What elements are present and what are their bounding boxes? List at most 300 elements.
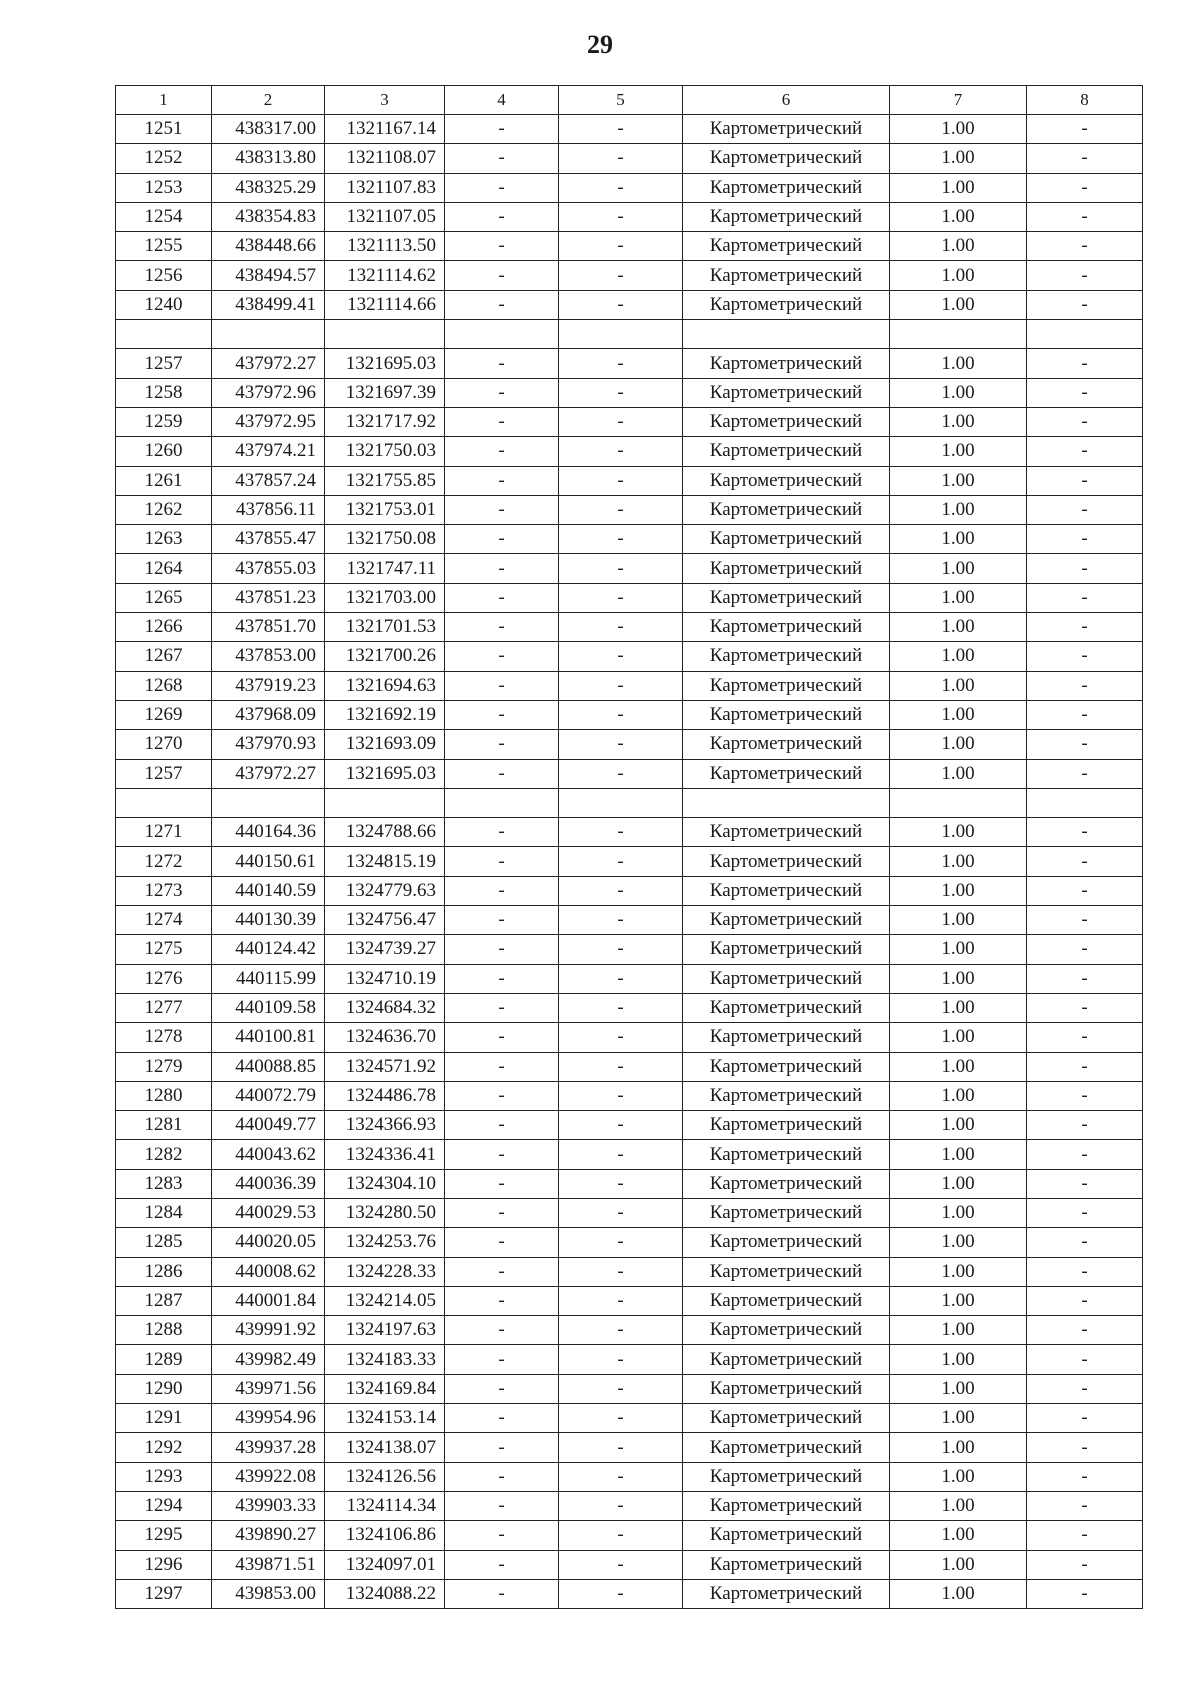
accuracy-cell: 1.00 (890, 1111, 1027, 1140)
method-cell: Картометрический (683, 1169, 890, 1198)
column-4-cell: - (445, 1433, 559, 1462)
column-4-cell: - (445, 1462, 559, 1491)
column-5-cell: - (559, 700, 683, 729)
table-row (116, 847, 1143, 876)
column-5-cell: - (559, 1404, 683, 1433)
y-coordinate-cell: 1324088.22 (325, 1579, 445, 1608)
column-4-cell: - (445, 993, 559, 1022)
point-number-cell: 1260 (116, 437, 212, 466)
column-5-cell: - (559, 1198, 683, 1227)
table-row (116, 261, 1143, 290)
method-cell: Картометрический (683, 202, 890, 231)
accuracy-cell: 1.00 (890, 847, 1027, 876)
x-coordinate-cell: 437853.00 (212, 642, 325, 671)
x-coordinate-cell: 438499.41 (212, 290, 325, 319)
point-number-cell: 1263 (116, 525, 212, 554)
column-5-cell: - (559, 437, 683, 466)
point-number-cell: 1274 (116, 906, 212, 935)
column-8-cell: - (1027, 1550, 1143, 1579)
table-row (116, 1023, 1143, 1052)
column-5-cell: - (559, 642, 683, 671)
column-5-cell: - (559, 1052, 683, 1081)
point-number-cell: 1287 (116, 1286, 212, 1315)
method-cell: Картометрический (683, 232, 890, 261)
column-8-cell: - (1027, 554, 1143, 583)
column-8-cell: - (1027, 1433, 1143, 1462)
column-4-cell: - (445, 1404, 559, 1433)
column-4-cell: - (445, 202, 559, 231)
column-5-cell: - (559, 232, 683, 261)
column-4-cell: - (445, 1228, 559, 1257)
accuracy-cell: 1.00 (890, 202, 1027, 231)
x-coordinate-cell: 438325.29 (212, 173, 325, 202)
column-8-cell: - (1027, 407, 1143, 436)
y-coordinate-cell: 1321107.83 (325, 173, 445, 202)
x-coordinate-cell (212, 320, 325, 349)
accuracy-cell: 1.00 (890, 1345, 1027, 1374)
column-5-cell: - (559, 613, 683, 642)
x-coordinate-cell: 440029.53 (212, 1198, 325, 1227)
method-cell: Картометрический (683, 1316, 890, 1345)
column-8-cell: - (1027, 642, 1143, 671)
x-coordinate-cell: 437972.95 (212, 407, 325, 436)
point-number-cell: 1264 (116, 554, 212, 583)
column-8-cell: - (1027, 583, 1143, 612)
table-row (116, 964, 1143, 993)
method-cell: Картометрический (683, 349, 890, 378)
point-number-cell: 1254 (116, 202, 212, 231)
point-number-cell: 1266 (116, 613, 212, 642)
table-row (116, 671, 1143, 700)
table-row (116, 466, 1143, 495)
y-coordinate-cell: 1324280.50 (325, 1198, 445, 1227)
accuracy-cell: 1.00 (890, 1579, 1027, 1608)
y-coordinate-cell: 1321701.53 (325, 613, 445, 642)
accuracy-cell: 1.00 (890, 759, 1027, 788)
column-5-cell: - (559, 144, 683, 173)
column-5-cell: - (559, 1111, 683, 1140)
column-4-cell: - (445, 1286, 559, 1315)
y-coordinate-cell: 1324126.56 (325, 1462, 445, 1491)
method-cell: Картометрический (683, 935, 890, 964)
table-row (116, 1404, 1143, 1433)
accuracy-cell: 1.00 (890, 583, 1027, 612)
accuracy-cell: 1.00 (890, 466, 1027, 495)
y-coordinate-cell: 1321107.05 (325, 202, 445, 231)
accuracy-cell: 1.00 (890, 700, 1027, 729)
method-cell: Картометрический (683, 1374, 890, 1403)
column-5-cell: - (559, 964, 683, 993)
method-cell: Картометрический (683, 964, 890, 993)
table-row (116, 407, 1143, 436)
point-number-cell: 1268 (116, 671, 212, 700)
column-4-cell: - (445, 906, 559, 935)
table-row (116, 1462, 1143, 1491)
table-row (116, 1228, 1143, 1257)
table-row (116, 1491, 1143, 1520)
column-8-cell: - (1027, 730, 1143, 759)
column-5-cell: - (559, 1550, 683, 1579)
column-4-cell: - (445, 437, 559, 466)
column-8-cell: - (1027, 1374, 1143, 1403)
accuracy-cell: 1.00 (890, 1462, 1027, 1491)
x-coordinate-cell: 439871.51 (212, 1550, 325, 1579)
method-cell: Картометрический (683, 1579, 890, 1608)
accuracy-cell: 1.00 (890, 730, 1027, 759)
column-8-cell: - (1027, 613, 1143, 642)
point-number-cell: 1256 (116, 261, 212, 290)
table-row (116, 437, 1143, 466)
method-cell: Картометрический (683, 261, 890, 290)
y-coordinate-cell: 1324304.10 (325, 1169, 445, 1198)
accuracy-cell: 1.00 (890, 1316, 1027, 1345)
y-coordinate-cell: 1324097.01 (325, 1550, 445, 1579)
method-cell: Картометрический (683, 1462, 890, 1491)
column-4-cell: - (445, 1052, 559, 1081)
accuracy-cell: 1.00 (890, 290, 1027, 319)
x-coordinate-cell: 437970.93 (212, 730, 325, 759)
table-row (116, 876, 1143, 905)
column-4-cell: - (445, 115, 559, 144)
x-coordinate-cell: 437972.96 (212, 378, 325, 407)
y-coordinate-cell: 1324253.76 (325, 1228, 445, 1257)
method-cell: Картометрический (683, 173, 890, 202)
accuracy-cell: 1.00 (890, 876, 1027, 905)
x-coordinate-cell: 440008.62 (212, 1257, 325, 1286)
column-8-cell: - (1027, 378, 1143, 407)
column-8-cell: - (1027, 847, 1143, 876)
point-number-cell: 1295 (116, 1521, 212, 1550)
table-row (116, 173, 1143, 202)
point-number-cell: 1296 (116, 1550, 212, 1579)
accuracy-cell: 1.00 (890, 1140, 1027, 1169)
method-cell: Картометрический (683, 407, 890, 436)
x-coordinate-cell: 440150.61 (212, 847, 325, 876)
point-number-cell: 1279 (116, 1052, 212, 1081)
column-8-cell: - (1027, 1228, 1143, 1257)
column-5-cell: - (559, 1228, 683, 1257)
table-row (116, 700, 1143, 729)
column-5-cell: - (559, 730, 683, 759)
y-coordinate-cell: 1321750.08 (325, 525, 445, 554)
table-row (116, 525, 1143, 554)
column-8-cell: - (1027, 1462, 1143, 1491)
method-cell: Картометрический (683, 671, 890, 700)
table-row (116, 290, 1143, 319)
accuracy-cell: 1.00 (890, 1023, 1027, 1052)
column-8-cell: - (1027, 437, 1143, 466)
y-coordinate-cell: 1321167.14 (325, 115, 445, 144)
x-coordinate-cell: 439982.49 (212, 1345, 325, 1374)
column-8-cell: - (1027, 466, 1143, 495)
x-coordinate-cell: 437855.03 (212, 554, 325, 583)
method-cell: Картометрический (683, 1111, 890, 1140)
accuracy-cell: 1.00 (890, 378, 1027, 407)
y-coordinate-cell: 1324815.19 (325, 847, 445, 876)
column-4-cell (445, 320, 559, 349)
table-row (116, 1052, 1143, 1081)
column-8-cell: - (1027, 876, 1143, 905)
column-8-cell: - (1027, 1081, 1143, 1110)
column-8-cell: - (1027, 906, 1143, 935)
column-5-cell: - (559, 554, 683, 583)
column-4-cell: - (445, 1316, 559, 1345)
point-number-cell: 1272 (116, 847, 212, 876)
column-8-cell: - (1027, 700, 1143, 729)
accuracy-cell: 1.00 (890, 1404, 1027, 1433)
point-number-cell: 1278 (116, 1023, 212, 1052)
y-coordinate-cell: 1324214.05 (325, 1286, 445, 1315)
y-coordinate-cell: 1324571.92 (325, 1052, 445, 1081)
accuracy-cell: 1.00 (890, 1433, 1027, 1462)
y-coordinate-cell: 1324636.70 (325, 1023, 445, 1052)
column-4-cell: - (445, 349, 559, 378)
column-4-cell: - (445, 1550, 559, 1579)
column-4-cell: - (445, 583, 559, 612)
accuracy-cell: 1.00 (890, 613, 1027, 642)
column-5-cell: - (559, 378, 683, 407)
accuracy-cell: 1.00 (890, 1198, 1027, 1227)
table-row (116, 730, 1143, 759)
x-coordinate-cell: 440001.84 (212, 1286, 325, 1315)
y-coordinate-cell: 1324779.63 (325, 876, 445, 905)
column-5-cell: - (559, 759, 683, 788)
accuracy-cell: 1.00 (890, 495, 1027, 524)
point-number-cell: 1251 (116, 115, 212, 144)
method-cell (683, 320, 890, 349)
header-cell: 3 (325, 86, 445, 115)
y-coordinate-cell: 1324710.19 (325, 964, 445, 993)
method-cell: Картометрический (683, 1550, 890, 1579)
y-coordinate-cell: 1321755.85 (325, 466, 445, 495)
column-8-cell: - (1027, 1316, 1143, 1345)
column-8-cell: - (1027, 1286, 1143, 1315)
column-4-cell: - (445, 1023, 559, 1052)
column-5-cell: - (559, 173, 683, 202)
column-5-cell: - (559, 1433, 683, 1462)
column-4-cell: - (445, 818, 559, 847)
method-cell (683, 788, 890, 817)
column-4-cell: - (445, 1257, 559, 1286)
column-5-cell: - (559, 1345, 683, 1374)
column-4-cell: - (445, 290, 559, 319)
column-8-cell (1027, 788, 1143, 817)
coordinates-table (115, 85, 1143, 1609)
accuracy-cell: 1.00 (890, 1169, 1027, 1198)
x-coordinate-cell: 438448.66 (212, 232, 325, 261)
point-number-cell: 1257 (116, 759, 212, 788)
column-4-cell: - (445, 466, 559, 495)
method-cell: Картометрический (683, 525, 890, 554)
accuracy-cell: 1.00 (890, 261, 1027, 290)
table-row (116, 202, 1143, 231)
y-coordinate-cell: 1324114.34 (325, 1491, 445, 1520)
x-coordinate-cell: 438494.57 (212, 261, 325, 290)
x-coordinate-cell: 439903.33 (212, 1491, 325, 1520)
y-coordinate-cell: 1321114.66 (325, 290, 445, 319)
x-coordinate-cell: 440124.42 (212, 935, 325, 964)
point-number-cell: 1240 (116, 290, 212, 319)
header-cell: 1 (116, 86, 212, 115)
method-cell: Картометрический (683, 876, 890, 905)
column-5-cell: - (559, 876, 683, 905)
method-cell: Картометрический (683, 1345, 890, 1374)
method-cell: Картометрический (683, 1491, 890, 1520)
method-cell: Картометрический (683, 847, 890, 876)
column-4-cell: - (445, 759, 559, 788)
column-4-cell: - (445, 1521, 559, 1550)
column-8-cell: - (1027, 935, 1143, 964)
table-row (116, 495, 1143, 524)
column-4-cell: - (445, 1579, 559, 1608)
method-cell: Картометрический (683, 144, 890, 173)
method-cell: Картометрический (683, 1140, 890, 1169)
table-row (116, 613, 1143, 642)
point-number-cell (116, 788, 212, 817)
y-coordinate-cell: 1321108.07 (325, 144, 445, 173)
y-coordinate-cell: 1321693.09 (325, 730, 445, 759)
column-5-cell (559, 788, 683, 817)
column-5-cell: - (559, 935, 683, 964)
column-8-cell: - (1027, 818, 1143, 847)
accuracy-cell: 1.00 (890, 964, 1027, 993)
y-coordinate-cell: 1321694.63 (325, 671, 445, 700)
method-cell: Картометрический (683, 613, 890, 642)
table-row (116, 642, 1143, 671)
table-row (116, 1345, 1143, 1374)
accuracy-cell: 1.00 (890, 437, 1027, 466)
table-row (116, 906, 1143, 935)
method-cell: Картометрический (683, 759, 890, 788)
column-8-cell: - (1027, 1023, 1143, 1052)
x-coordinate-cell: 437855.47 (212, 525, 325, 554)
accuracy-cell: 1.00 (890, 554, 1027, 583)
column-4-cell: - (445, 378, 559, 407)
method-cell: Картометрический (683, 115, 890, 144)
point-number-cell: 1290 (116, 1374, 212, 1403)
column-5-cell: - (559, 115, 683, 144)
column-4-cell: - (445, 876, 559, 905)
column-8-cell: - (1027, 525, 1143, 554)
point-number-cell: 1262 (116, 495, 212, 524)
x-coordinate-cell: 440020.05 (212, 1228, 325, 1257)
point-number-cell: 1252 (116, 144, 212, 173)
accuracy-cell: 1.00 (890, 1374, 1027, 1403)
method-cell: Картометрический (683, 1023, 890, 1052)
table-row (116, 232, 1143, 261)
y-coordinate-cell: 1321750.03 (325, 437, 445, 466)
method-cell: Картометрический (683, 1521, 890, 1550)
point-number-cell: 1282 (116, 1140, 212, 1169)
table-row (116, 818, 1143, 847)
x-coordinate-cell: 440109.58 (212, 993, 325, 1022)
accuracy-cell (890, 788, 1027, 817)
x-coordinate-cell: 438317.00 (212, 115, 325, 144)
x-coordinate-cell: 440130.39 (212, 906, 325, 935)
column-4-cell: - (445, 1111, 559, 1140)
column-8-cell: - (1027, 1198, 1143, 1227)
y-coordinate-cell: 1321703.00 (325, 583, 445, 612)
table-row (116, 349, 1143, 378)
accuracy-cell: 1.00 (890, 115, 1027, 144)
y-coordinate-cell: 1324106.86 (325, 1521, 445, 1550)
point-number-cell: 1285 (116, 1228, 212, 1257)
x-coordinate-cell: 440164.36 (212, 818, 325, 847)
column-4-cell: - (445, 525, 559, 554)
table-row (116, 1316, 1143, 1345)
x-coordinate-cell: 439971.56 (212, 1374, 325, 1403)
point-number-cell: 1280 (116, 1081, 212, 1110)
column-5-cell: - (559, 818, 683, 847)
column-4-cell: - (445, 261, 559, 290)
table-row (116, 1521, 1143, 1550)
point-number-cell: 1265 (116, 583, 212, 612)
table-row (116, 1579, 1143, 1608)
point-number-cell: 1259 (116, 407, 212, 436)
column-4-cell: - (445, 847, 559, 876)
table-separator-row (116, 788, 1143, 817)
table-row (116, 1140, 1143, 1169)
x-coordinate-cell (212, 788, 325, 817)
x-coordinate-cell: 439954.96 (212, 1404, 325, 1433)
column-8-cell: - (1027, 671, 1143, 700)
method-cell: Картометрический (683, 906, 890, 935)
column-8-cell: - (1027, 232, 1143, 261)
x-coordinate-cell: 437857.24 (212, 466, 325, 495)
accuracy-cell: 1.00 (890, 935, 1027, 964)
y-coordinate-cell: 1324197.63 (325, 1316, 445, 1345)
table-row (116, 1111, 1143, 1140)
point-number-cell: 1255 (116, 232, 212, 261)
y-coordinate-cell: 1321717.92 (325, 407, 445, 436)
method-cell: Картометрический (683, 1228, 890, 1257)
accuracy-cell: 1.00 (890, 173, 1027, 202)
table-row (116, 993, 1143, 1022)
method-cell: Картометрический (683, 700, 890, 729)
point-number-cell: 1297 (116, 1579, 212, 1608)
x-coordinate-cell: 440049.77 (212, 1111, 325, 1140)
column-4-cell: - (445, 1081, 559, 1110)
y-coordinate-cell: 1324486.78 (325, 1081, 445, 1110)
x-coordinate-cell: 439922.08 (212, 1462, 325, 1491)
column-4-cell: - (445, 173, 559, 202)
method-cell: Картометрический (683, 1052, 890, 1081)
column-4-cell: - (445, 232, 559, 261)
column-8-cell: - (1027, 1052, 1143, 1081)
header-cell: 7 (890, 86, 1027, 115)
column-4-cell: - (445, 671, 559, 700)
point-number-cell: 1283 (116, 1169, 212, 1198)
x-coordinate-cell: 440043.62 (212, 1140, 325, 1169)
column-8-cell: - (1027, 1521, 1143, 1550)
point-number-cell: 1293 (116, 1462, 212, 1491)
column-8-cell: - (1027, 1140, 1143, 1169)
table-row (116, 144, 1143, 173)
method-cell: Картометрический (683, 1404, 890, 1433)
column-8-cell: - (1027, 759, 1143, 788)
point-number-cell: 1294 (116, 1491, 212, 1520)
table-row (116, 1081, 1143, 1110)
column-5-cell: - (559, 906, 683, 935)
y-coordinate-cell: 1324228.33 (325, 1257, 445, 1286)
method-cell: Картометрический (683, 1257, 890, 1286)
header-cell: 5 (559, 86, 683, 115)
column-8-cell: - (1027, 261, 1143, 290)
column-4-cell: - (445, 964, 559, 993)
point-number-cell: 1288 (116, 1316, 212, 1345)
method-cell: Картометрический (683, 730, 890, 759)
y-coordinate-cell (325, 320, 445, 349)
